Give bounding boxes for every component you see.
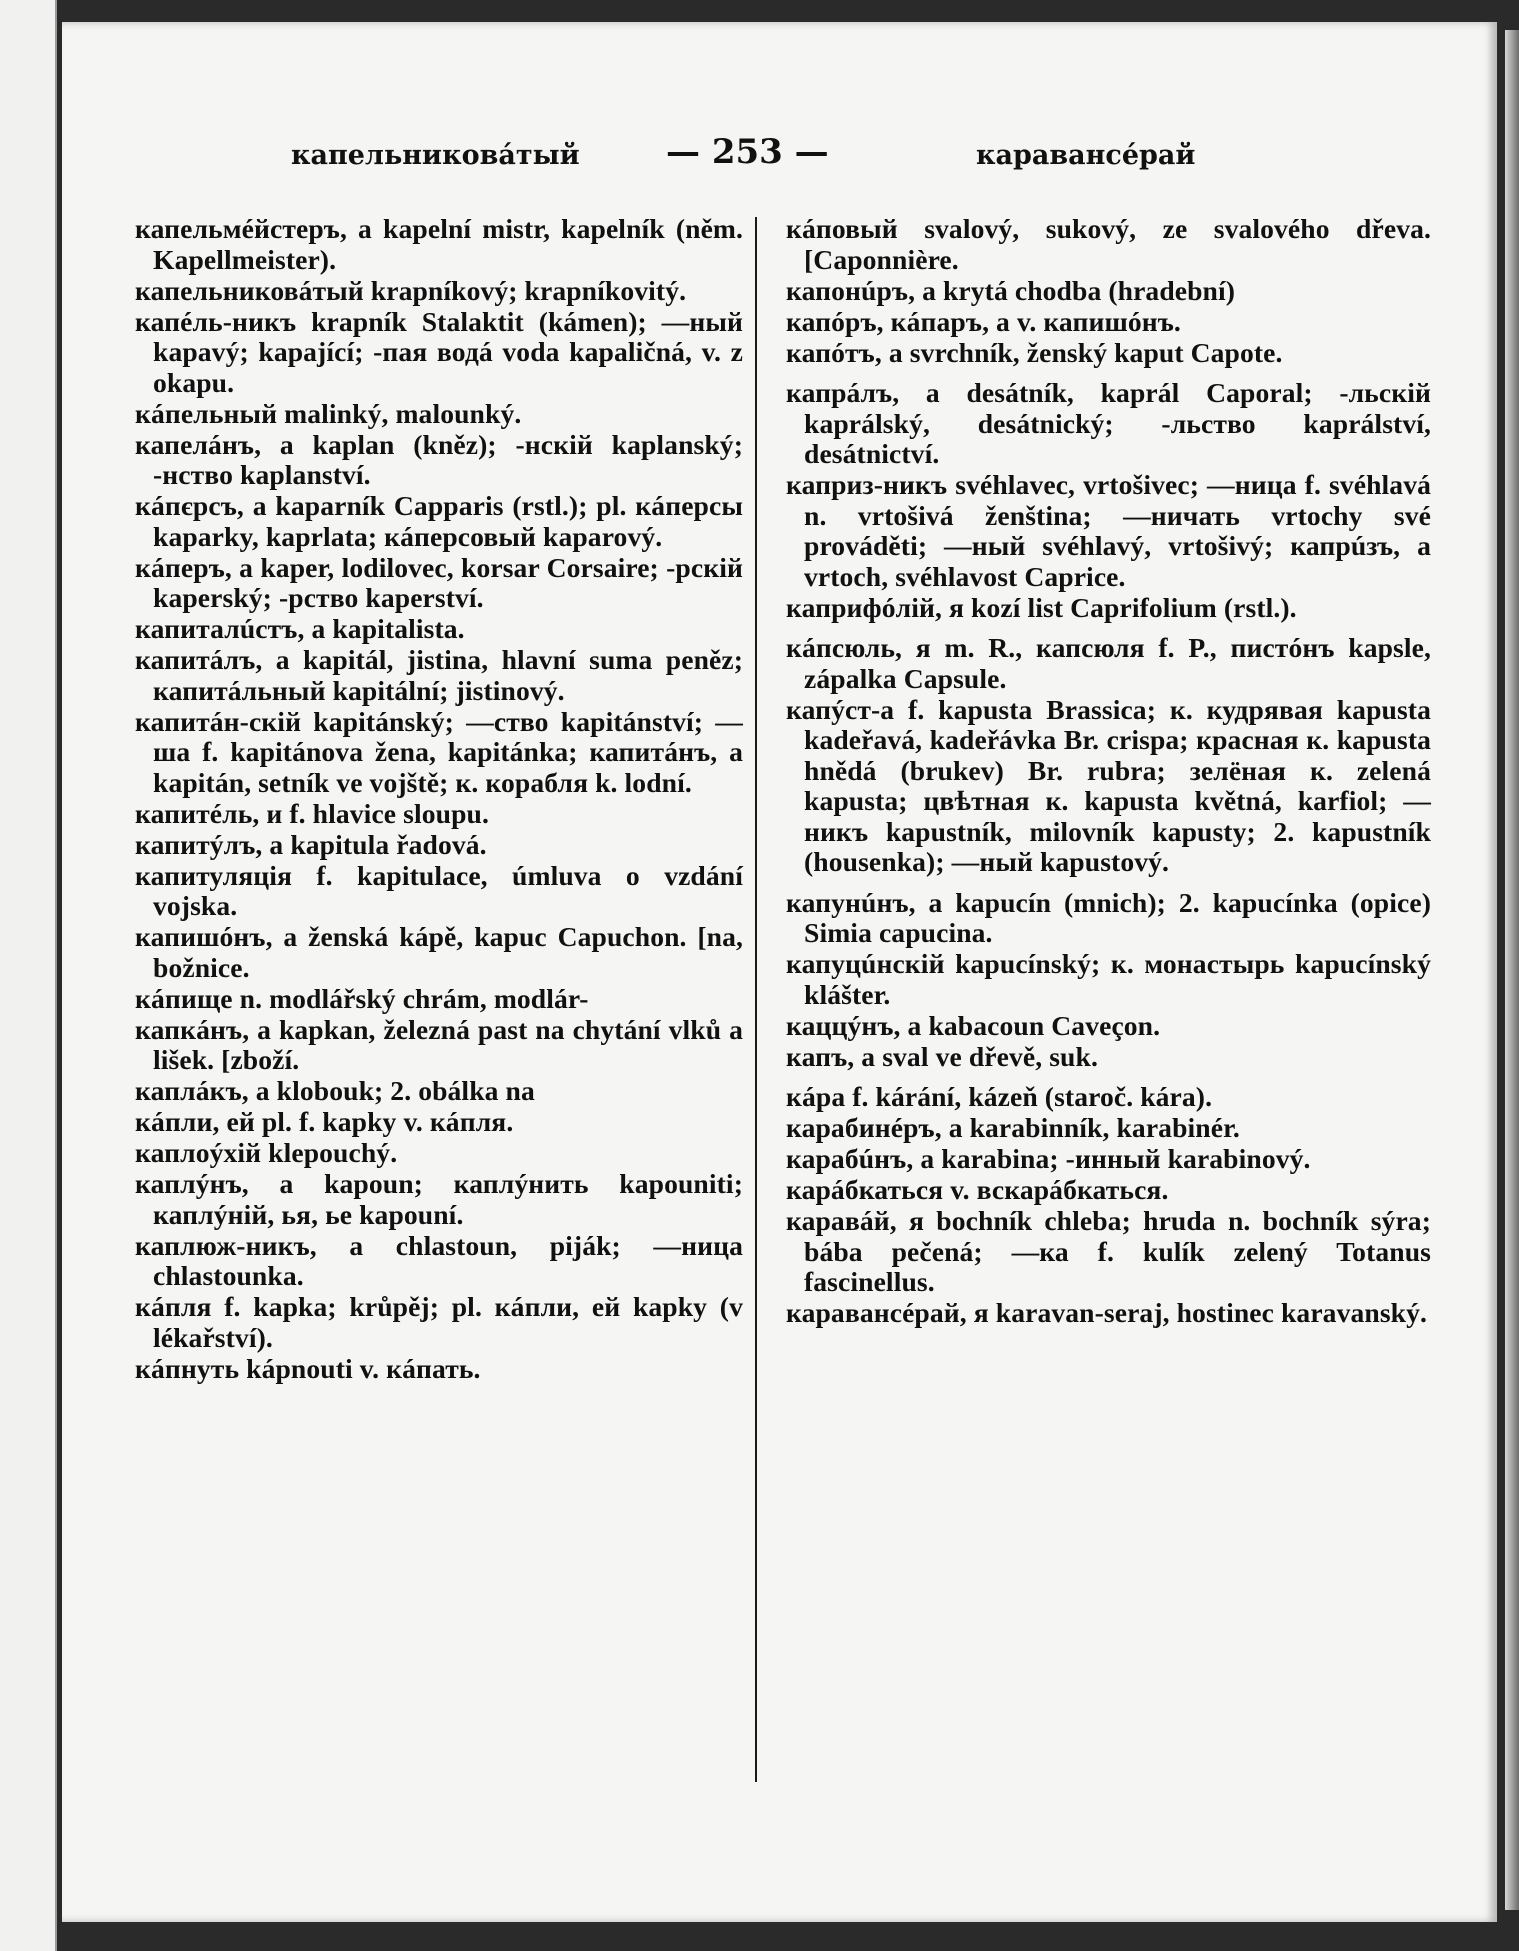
entry: капéль-никъ krapník Stalaktit (kámen); —ный kapavý; kapající; -пая водá voda kapaličná, v. z okapu. bbox=[135, 305, 743, 398]
entry: кáпли, ей pl. f. kapky v. кáпля. bbox=[135, 1106, 514, 1137]
entry: капитáлъ, a kapitál, jistina, hlavní suma peněz; капитáльный kapitální; jistinový. bbox=[135, 644, 743, 706]
entry: каццýнъ, a kabacoun Caveçon. bbox=[786, 1009, 1161, 1041]
left-column bbox=[135, 214, 743, 1385]
entry: капъ, a sval ve dřevě, suk. bbox=[786, 1040, 1098, 1072]
entry: капитýлъ, a kapitula řadová. bbox=[135, 828, 487, 860]
entry: кáпєрсъ, a kaparník Capparis (rstl.); pl. кáперсы kaparky, kaprlata; кáперсовый kaparový. bbox=[135, 490, 743, 552]
previous-page-edge bbox=[0, 0, 57, 1951]
entry: кáпельный malinký, malounký. bbox=[135, 397, 522, 429]
entry: капонúръ, a krytá chodba (hradební) bbox=[786, 274, 1236, 306]
column-divider bbox=[755, 217, 757, 1782]
entry: капитéль, и f. hlavice sloupu. bbox=[135, 797, 489, 829]
entry: кáпнуть kápnouti v. кáпать. bbox=[135, 1352, 481, 1384]
entry: капишóнъ, a ženská kápě, kapuc Capuchon. [na, božnice. bbox=[135, 921, 743, 983]
entry: капелáнъ, a kaplan (kněz); -нскій kaplanský; -нство kaplanství. bbox=[135, 428, 743, 490]
entry: каприфóлій, я kozí list Caprifolium (rstl.). bbox=[786, 591, 1297, 623]
right-column bbox=[786, 214, 1431, 1329]
entry: каприз-никъ svéhlavec, vrtošivec; —ница f. svéhlavá n. vrtošivá ženština; —ничать vrtochy své prováděti; —ный svéhlavý, vrtošivý; капрúзъ, a vrtoch, svéhlavost Caprice. bbox=[786, 469, 1431, 592]
entry: каравáй, я bochník chleba; hruda n. bochník sýra; bába pečená; —ка f. kulík zelený Totanus fascinellus. bbox=[786, 1205, 1431, 1297]
entry: каплюж-никъ, a chlastoun, piják; —ница chlastounka. bbox=[135, 1229, 743, 1291]
entry: капельниковáтый krapníkový; krapníkovitý. bbox=[135, 274, 687, 306]
entry: капýст-а f. kapusta Brassica; к. кудрявая kapusta kadeřavá, kadeřávka Br. crispa; красная к. kapusta hnědá (brukev) Br. rubra; зелёная к. zelená kapusta; цвѣтная к. kapusta květná, karfiol; —никъ kapustník, milovník kapusty; 2. kapustník (housenka); —ный kapustový. bbox=[786, 693, 1431, 877]
entry: кáперъ, a kaper, lodilovec, korsar Corsaire; -рскій kaperský; -рство kaperství. bbox=[135, 551, 743, 613]
entry: кáпище n. modlářský chrám, modlár- bbox=[135, 982, 589, 1014]
entry: капитáн-скій kapitánský; —ство kapitánství; —ша f. kapitánova žena, kapitánka; капитáнъ, a kapitán, setník ve vojště; к. корабля k. lodní. bbox=[135, 705, 743, 798]
entry: капельмéйстеръ, a kapelní mistr, kapelník (něm. Kapellmeister). bbox=[135, 213, 743, 275]
dictionary-page bbox=[62, 22, 1497, 1922]
entry: кáпсюль, я m. R., капсюля f. P., пистóнъ kapsle, zápalka Capsule. bbox=[786, 632, 1431, 694]
entry: капуцúнскій kapucínský; к. монастырь kapucínský klášter. bbox=[786, 948, 1431, 1010]
entry: кáра f. kárání, kázeň (staroč. kára). bbox=[786, 1081, 1213, 1112]
page-binding-edge bbox=[1505, 30, 1519, 1910]
entry: капиталúстъ, a kapitalista. bbox=[135, 613, 465, 644]
entry: караванcéрай, я karavan-seraj, hostinec karavanský. bbox=[786, 1297, 1427, 1328]
page-header bbox=[62, 132, 1497, 182]
header-right-word: караванcéрай bbox=[976, 140, 1196, 171]
header-left-word: капельниковáтый bbox=[291, 140, 580, 171]
entry: каплýнъ, a kapoun; каплýнить kapouniti; каплýній, ья, ье kapouní. bbox=[135, 1168, 743, 1230]
entry: капóръ, кáпаръ, a v. капишóнъ. bbox=[786, 305, 1181, 337]
entry: карабúнъ, a karabina; -инный karabinový. bbox=[786, 1143, 1311, 1174]
entry: каплоýхій klepouchý. bbox=[135, 1137, 398, 1168]
entry: капунúнъ, a kapucín (mnich); 2. kapucínka (opice) Simia capucina. bbox=[786, 886, 1431, 948]
entry: капóтъ, a svrchník, ženský kaput Capote. bbox=[786, 336, 1283, 368]
entry: капитуляція f. kapitulace, úmluva o vzdání vojska. bbox=[135, 859, 743, 921]
page-number: — 253 — bbox=[666, 132, 829, 172]
entry: карабинéръ, a karabinník, karabinér. bbox=[786, 1112, 1240, 1143]
entry: капрáлъ, a desátník, kaprál Caporal; -льскій kaprálský, desátnický; -льство kaprálství, desátnictví. bbox=[786, 377, 1431, 469]
entry: капкáнъ, a kapkan, železná past na chytání vlků a lišek. [zboží. bbox=[135, 1013, 743, 1075]
entry: кáповый svalový, sukový, ze svalového dřeva. [Caponnière. bbox=[786, 213, 1431, 275]
entry: карáбкаться v. вскарáбкаться. bbox=[786, 1174, 1169, 1205]
entry: каплáкъ, a klobouk; 2. obálka na bbox=[135, 1075, 535, 1106]
entry: кáпля f. kapka; krůpěj; pl. кáпли, ей kapky (v lékařství). bbox=[135, 1291, 743, 1353]
